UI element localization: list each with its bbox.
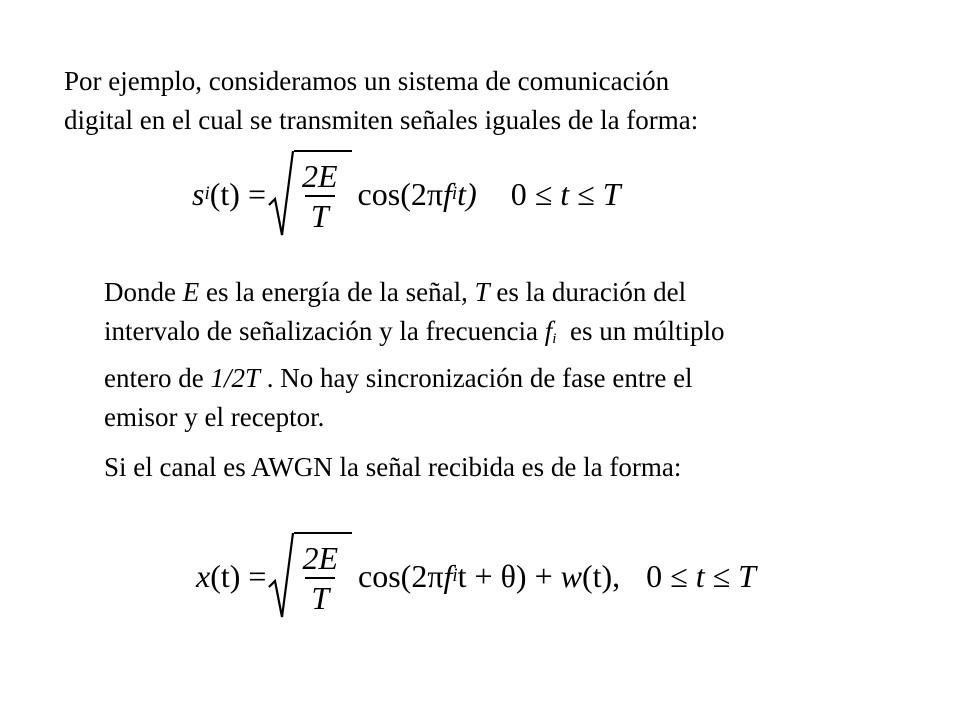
eq2-f-sub: i [452, 565, 458, 586]
eq1-lhs-fn: s [192, 175, 205, 212]
eq2-lhs-arg: (t) = [210, 557, 267, 594]
desc-frac: 1/2T [210, 363, 260, 393]
eq2-range-mid: ≤ [704, 557, 739, 594]
eq1-numerator: 2E [301, 157, 338, 194]
eq1-f-sub: i [451, 183, 458, 204]
eq1-cos-open: cos(2π [357, 175, 443, 212]
desc-line-2: intervalo de señalización y la frecuencia $f_i$ es un múltiplo [104, 316, 725, 347]
eq2-lhs-fn: x [196, 557, 211, 594]
eq2-denominator: T [305, 577, 335, 617]
eq1-range-var: t [560, 175, 570, 212]
eq2-range-low: 0 ≤ [646, 557, 696, 594]
eq2-numerator: 2E [302, 539, 338, 576]
desc-line-3: entero de 1/2T . No hay sincronización de fase entre el [104, 363, 693, 393]
eq1-denominator: T [305, 195, 335, 235]
desc-var-E: E [182, 277, 200, 307]
desc-line-1: Donde E es la energía de la señal, T es la duración del [104, 277, 687, 307]
eq2-range-var: t [695, 557, 705, 594]
eq2-cos-open: cos(2π [358, 557, 444, 594]
eq2-w: w [560, 557, 582, 594]
eq1-range-mid: ≤ [569, 175, 603, 212]
eq2-fraction [296, 539, 344, 617]
eq2-f: f [443, 557, 453, 594]
eq1-range-high: T [602, 175, 621, 212]
description-paragraph [104, 273, 724, 437]
eq2-sqrt-icon [268, 531, 352, 621]
eq1-f: f [443, 175, 452, 212]
desc-var-T: T [474, 277, 490, 307]
channel-sentence: Si el canal es AWGN la señal recibida es de la forma: [104, 452, 682, 482]
equation-received [196, 530, 756, 622]
eq2-w-arg: (t), [581, 557, 621, 594]
intro-line-1: Por ejemplo, consideramos un sistema de comunicación [64, 66, 670, 96]
intro-paragraph [64, 62, 698, 140]
desc-line-4: emisor y el receptor. [104, 402, 325, 432]
desc-var-f: f [544, 316, 553, 346]
intro-line-2: digital en el cual se transmiten señales iguales de la forma: [64, 105, 699, 135]
eq1-sqrt-icon [268, 149, 352, 239]
eq1-lhs-sub: i [204, 183, 210, 204]
eq2-cos-mid: t + θ) + [457, 557, 561, 594]
eq1-cos-close: t) [457, 175, 477, 212]
eq2-range-high: T [738, 557, 756, 594]
desc-var-f-sub: i [552, 331, 557, 347]
eq1-range-low: 0 ≤ [510, 175, 561, 212]
equation-signal [192, 148, 621, 240]
eq1-fraction [296, 157, 344, 235]
eq1-lhs-arg: (t) = [209, 175, 266, 212]
